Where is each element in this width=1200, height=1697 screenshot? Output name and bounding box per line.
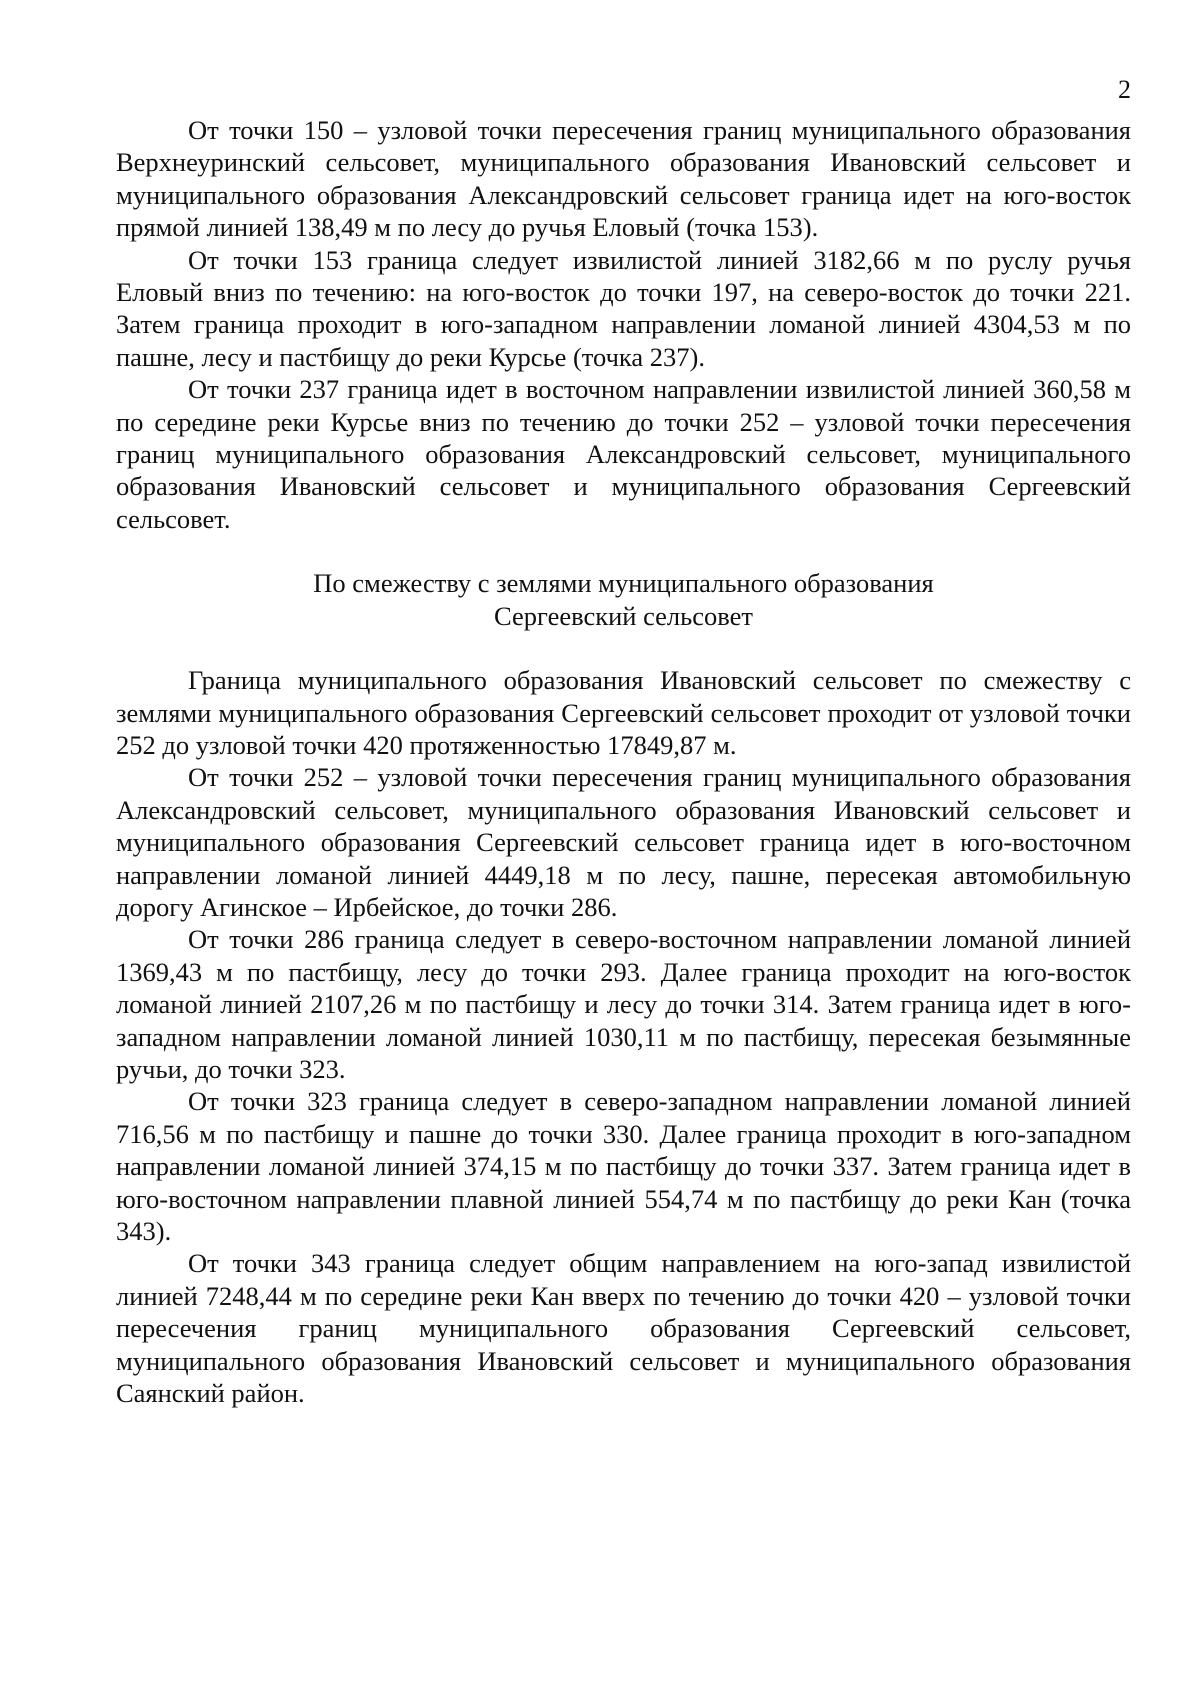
paragraph: Граница муниципального образования Ивановский сельсовет по смежеству с землями муниципального образования Сергеевский сельсовет проходит от узловой точки 252 до узловой точки 420 протяженностью 17849,87 м. [116,665,1131,760]
paragraph: От точки 343 граница следует общим направлением на юго-запад извилистой линией 7248,44 м по середине реки Кан вверх по течению до точки 420 – узловой точки пересечения границ муниципального образования Сергеевский сельсовет, муниципального образования Ивановский сельсовет и муниципального образования Саянский район. [116,1248,1131,1409]
paragraph: От точки 286 граница следует в северо-восточном направлении ломаной линией 1369,43 м по пастбищу, лесу до точки 293. Далее граница проходит на юго-восток ломаной линией 2107,26 м по пастбищу и лесу до точки 314. Затем граница идет в юго-западном направлении ломаной линией 1030,11 м по пастбищу, пересекая безымянные ручьи, до точки 323. [116,924,1131,1084]
section-heading [116,567,1131,632]
section-heading-line: Сергеевский сельсовет [494,600,753,631]
document-body [116,114,1131,1409]
paragraph: От точки 237 граница идет в восточном направлении извилистой линией 360,58 м по середине реки Курсье вниз по течению до точки 252 – узловой точки пересечения границ муниципального образования Александровский сельсовет, муниципального образования Ивановский сельсовет и муниципального образования Сергеевский сельсовет. [116,374,1131,534]
paragraph: От точки 323 граница следует в северо-западном направлении ломаной линией 716,56 м по пастбищу и пашне до точки 330. Далее граница проходит в юго-западном направлении ломаной линией 374,15 м по пастбищу до точки 337. Затем граница идет в юго-восточном направлении плавной линией 554,74 м по пастбищу до реки Кан (точка 343). [116,1086,1131,1246]
section-heading-line: По смежеству с землями муниципального образования [313,568,934,599]
page-number: 2 [1118,75,1131,104]
paragraph: От точки 153 граница следует извилистой линией 3182,66 м по руслу ручья Еловый вниз по течению: на юго-восток до точки 197, на северо-восток до точки 221. Затем граница проходит в юго-западном направлении ломаной линией 4304,53 м по пашне, лесу и пастбищу до реки Курсье (точка 237). [116,244,1131,372]
paragraph: От точки 150 – узловой точки пересечения границ муниципального образования Верхнеуринский сельсовет, муниципального образования Ивановский сельсовет и муниципального образования Александровский сельсовет граница идет на юго-восток прямой линией 138,49 м по лесу до ручья Еловый (точка 153). [116,115,1131,243]
paragraph: От точки 252 – узловой точки пересечения границ муниципального образования Александровский сельсовет, муниципального образования Ивановский сельсовет и муниципального образования Сергеевский сельсовет граница идет в юго-восточном направлении ломаной линией 4449,18 м по лесу, пашне, пересекая автомобильную дорогу Агинское – Ирбейское, до точки 286. [116,762,1131,922]
